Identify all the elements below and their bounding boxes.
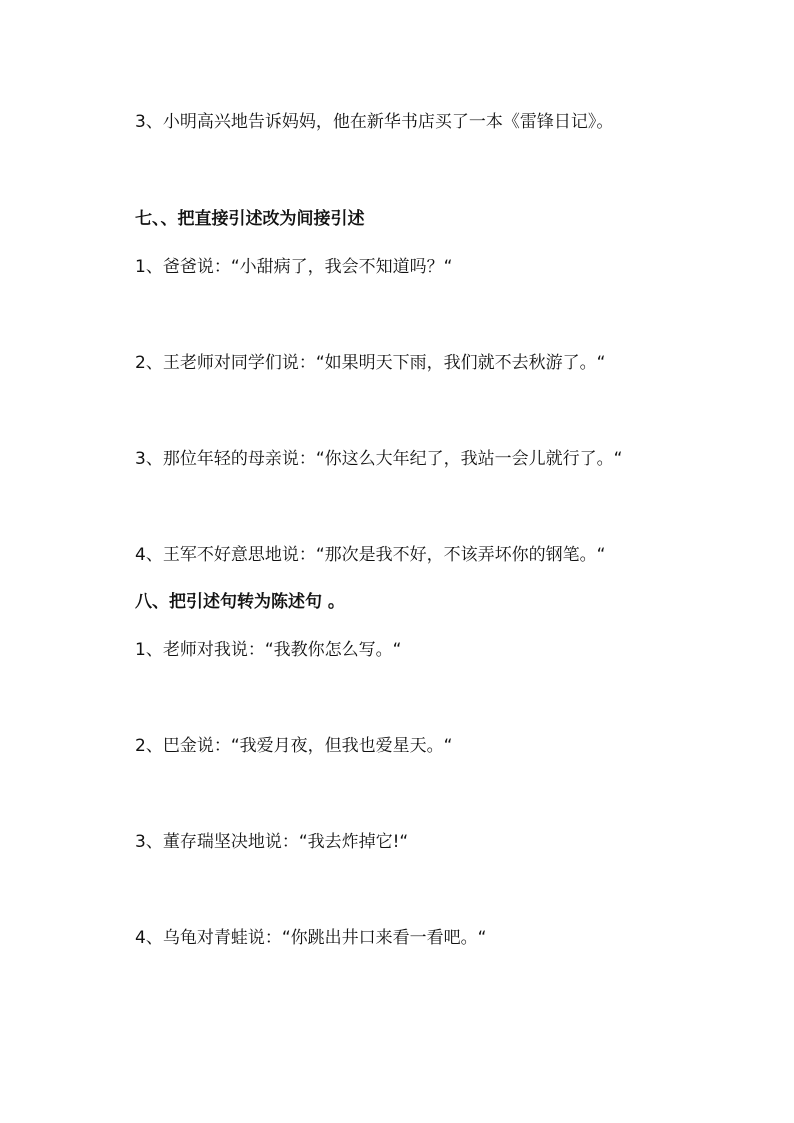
section-8-item-2: 2、巴金说：“我爱月夜，但我也爱星天。“ bbox=[135, 736, 453, 756]
prev-section-item-3: 3、小明高兴地告诉妈妈，他在新华书店买了一本《雷锋日记》。 bbox=[135, 112, 614, 132]
section-8-heading: 八、把引述句转为陈述句 。 bbox=[135, 592, 345, 612]
section-8-item-3: 3、董存瑞坚决地说：“我去炸掉它!“ bbox=[135, 832, 409, 852]
section-7-item-1: 1、爸爸说：“小甜病了，我会不知道吗？“ bbox=[135, 257, 453, 277]
section-7-item-3: 3、那位年轻的母亲说：“你这么大年纪了，我站一会儿就行了。“ bbox=[135, 449, 623, 469]
section-7-heading: 七、、把直接引述改为间接引述 bbox=[135, 209, 365, 229]
section-7-item-4: 4、王军不好意思地说：“那次是我不好，不该弄坏你的钢笔。“ bbox=[135, 545, 606, 565]
section-8-item-1: 1、老师对我说：“我教你怎么写。“ bbox=[135, 640, 402, 660]
section-8-item-4: 4、乌龟对青蛙说：“你跳出井口来看一看吧。“ bbox=[135, 928, 487, 948]
section-7-item-2: 2、王老师对同学们说：“如果明天下雨，我们就不去秋游了。“ bbox=[135, 353, 606, 373]
